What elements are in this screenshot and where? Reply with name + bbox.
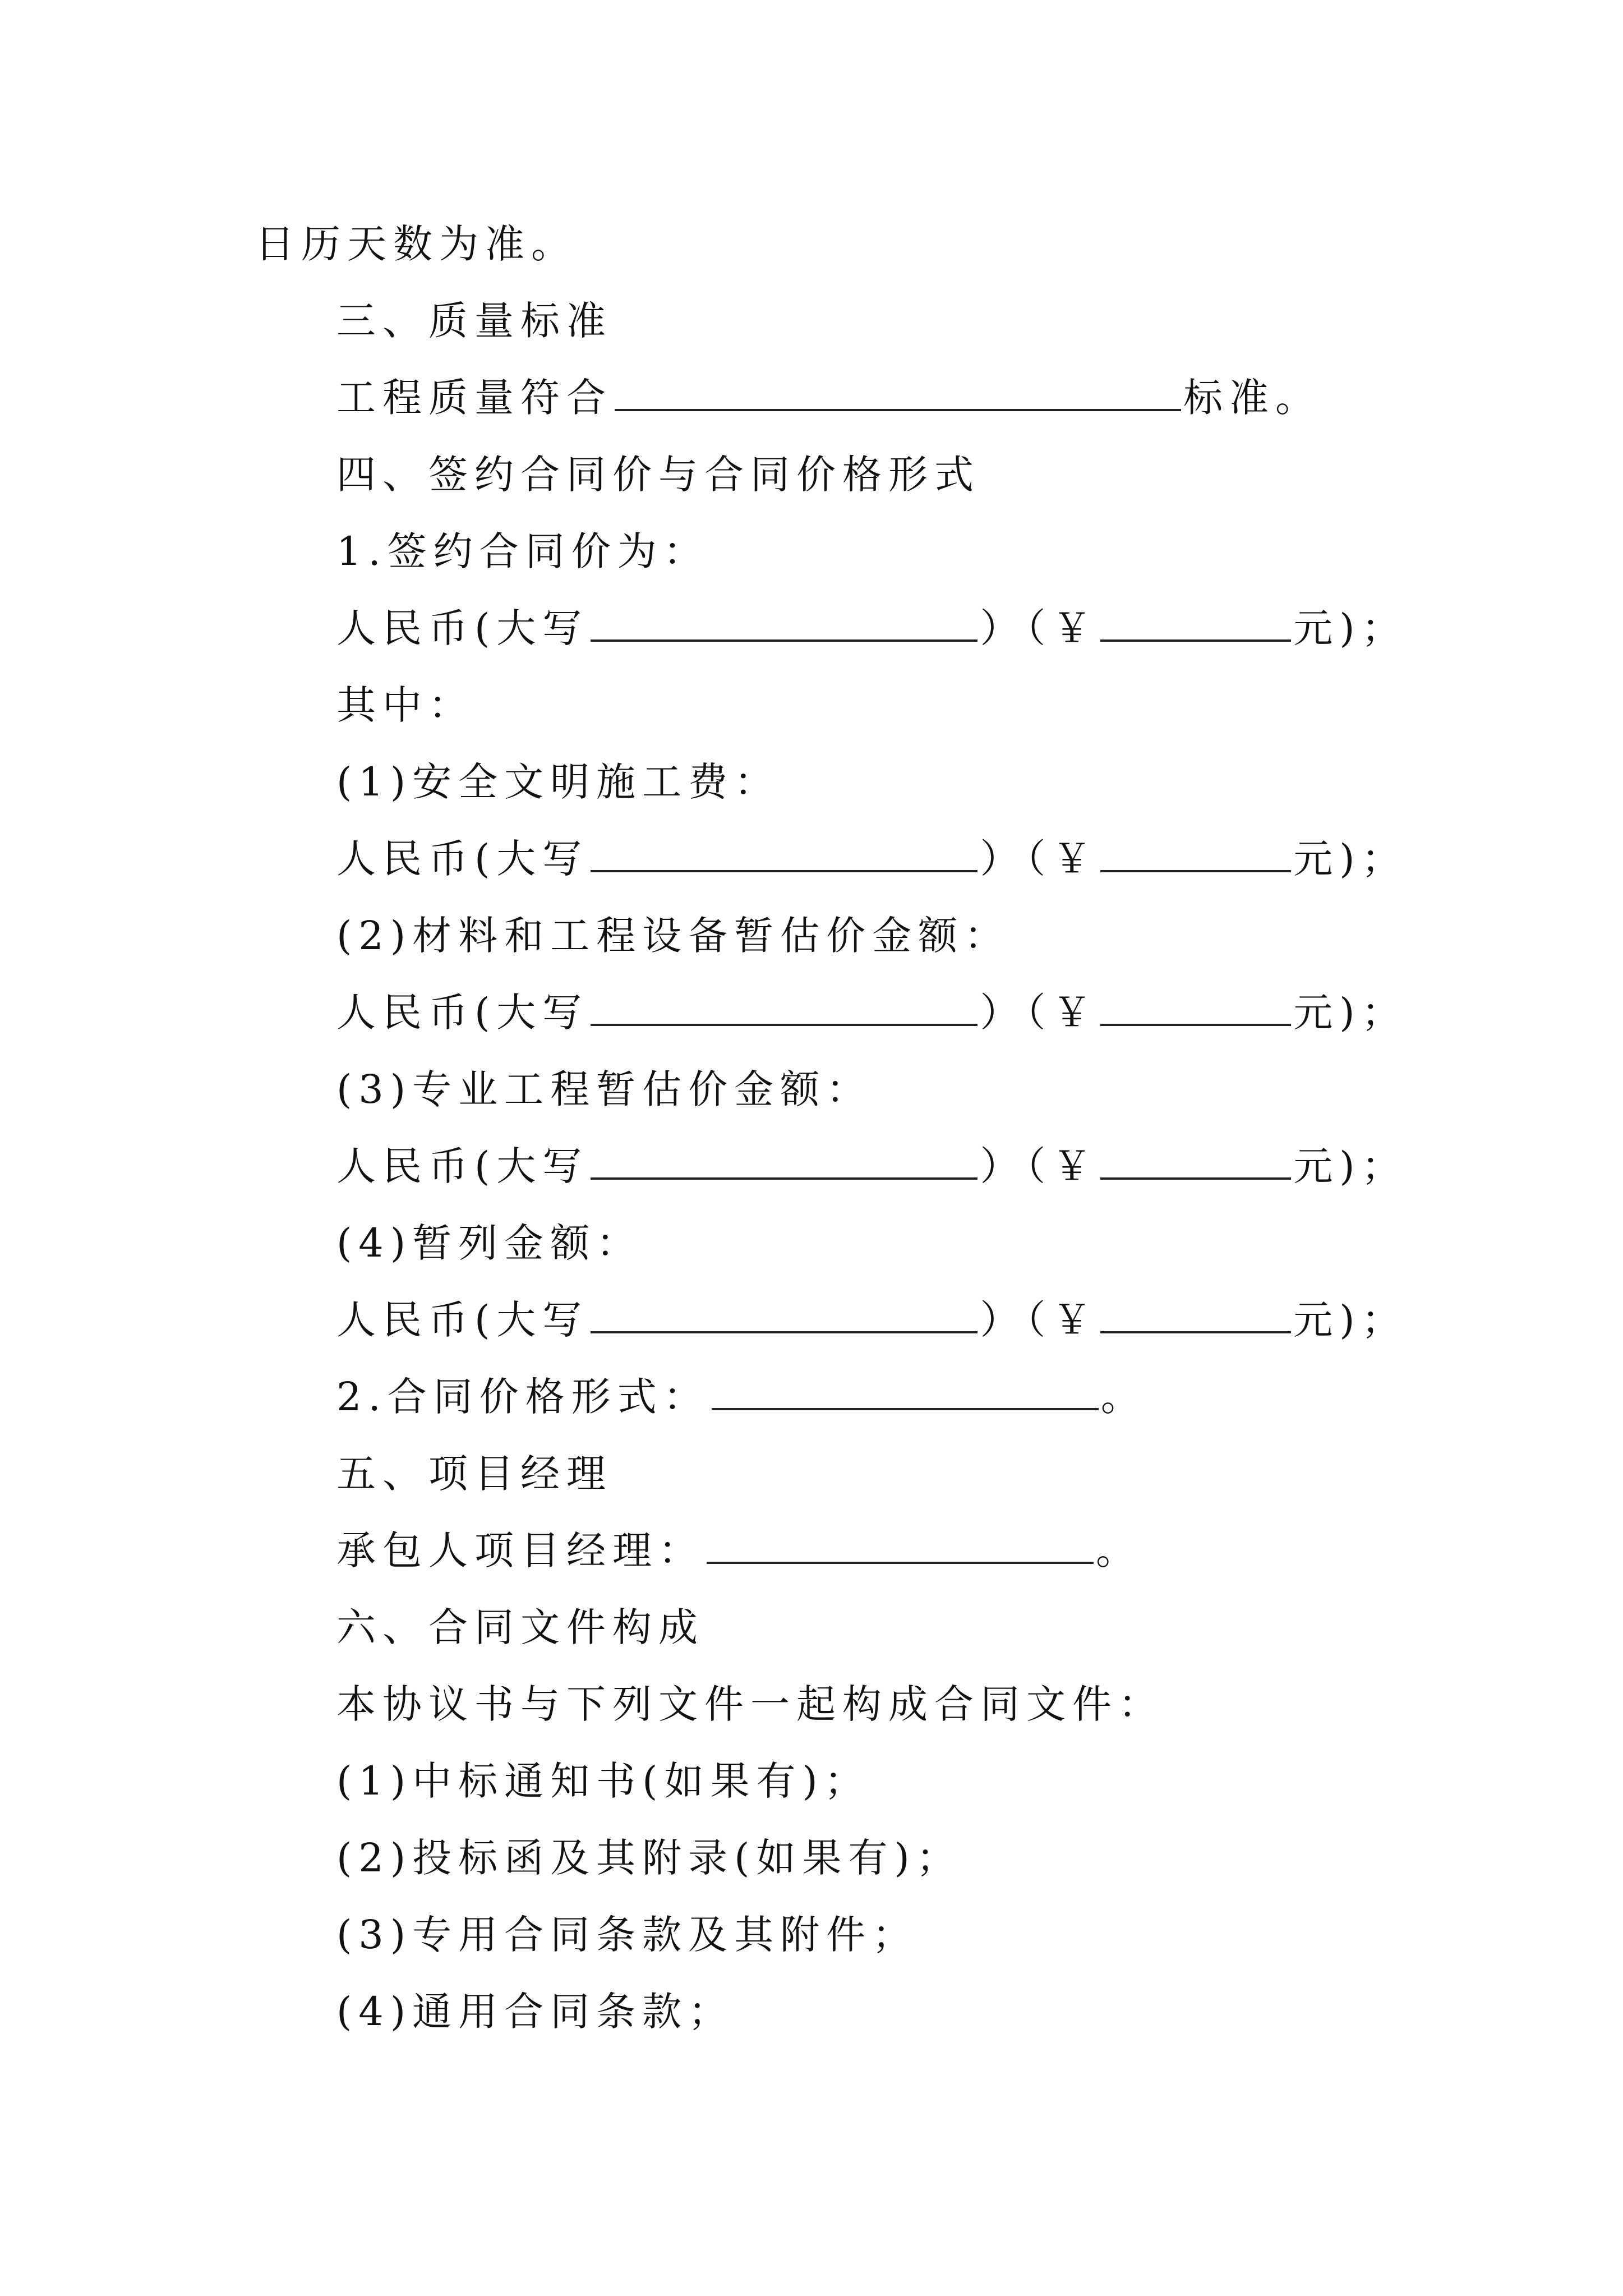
project-manager-line — [336, 1520, 1142, 1581]
line-text: (4)暂列金额： — [336, 1220, 643, 1266]
materials-estimate-label — [336, 905, 1010, 967]
safety-fee-amount-line — [336, 828, 1408, 890]
line-text-post: 元)； — [1293, 1143, 1408, 1189]
line-text: 五、项目经理 — [336, 1451, 612, 1497]
line-text-post: 元)； — [1293, 990, 1408, 1036]
provisional-sum-amount-line — [336, 1289, 1408, 1351]
line-text: (1)中标通知书(如果有)； — [336, 1758, 870, 1804]
contract-price-label — [336, 521, 709, 582]
document-item-4 — [336, 1981, 734, 2042]
line-text-pre: 人民币(大写 — [336, 990, 589, 1036]
contract-documents-intro — [336, 1673, 1164, 1735]
materials-estimate-amount-line — [336, 982, 1408, 1043]
line-text-pre: 人民币(大写 — [336, 1143, 589, 1189]
line-text: (3)专用合同条款及其附件； — [336, 1912, 919, 1958]
document-item-1 — [336, 1750, 870, 1812]
amount-words-blank[interactable] — [591, 1292, 978, 1333]
amount-figures-blank[interactable] — [1100, 600, 1291, 642]
line-text-pre: 承包人项目经理： — [336, 1527, 704, 1573]
document-item-3 — [336, 1904, 918, 1966]
amount-figures-blank[interactable] — [1100, 984, 1291, 1026]
amount-words-blank[interactable] — [591, 831, 978, 872]
provisional-sum-label — [336, 1212, 642, 1274]
amount-figures-blank[interactable] — [1100, 1292, 1291, 1333]
line-text: 日历天数为准。 — [255, 221, 577, 267]
text-line-1 — [255, 213, 577, 275]
quality-standard-line — [336, 367, 1321, 429]
heading-contract-documents — [336, 1596, 704, 1658]
line-text-pre: 工程质量符合 — [336, 375, 612, 421]
contract-price-amount-line — [336, 597, 1408, 659]
line-text: (2)材料和工程设备暂估价金额： — [336, 913, 1011, 959]
line-text-pre: 人民币(大写 — [336, 836, 589, 882]
line-text: (4)通用合同条款； — [336, 1989, 735, 2035]
line-text-pre: 人民币(大写 — [336, 605, 589, 651]
heading-project-manager — [336, 1443, 612, 1504]
amount-figures-blank[interactable] — [1100, 1138, 1291, 1180]
line-text: (2)投标函及其附录(如果有)； — [336, 1835, 962, 1881]
specialty-estimate-label — [336, 1059, 872, 1120]
line-text-mid: ）（￥ — [980, 605, 1099, 651]
line-text-pre: 人民币(大写 — [336, 1297, 589, 1343]
document-item-2 — [336, 1827, 962, 1889]
line-text: 六、合同文件构成 — [336, 1604, 704, 1650]
line-text: 本协议书与下列文件一起构成合同文件： — [336, 1681, 1164, 1727]
project-manager-blank[interactable] — [707, 1522, 1094, 1564]
line-text: 三、质量标准 — [336, 298, 612, 344]
amount-words-blank[interactable] — [591, 984, 978, 1026]
line-text-post: 元)； — [1293, 1297, 1408, 1343]
amount-words-blank[interactable] — [591, 600, 978, 642]
line-text-post: 。 — [1100, 1374, 1147, 1420]
line-text-pre: 2.合同价格形式： — [336, 1374, 709, 1420]
quality-standard-blank[interactable] — [615, 370, 1181, 411]
line-text-mid: ）（￥ — [980, 990, 1099, 1036]
line-text-mid: ）（￥ — [980, 1143, 1099, 1189]
amount-words-blank[interactable] — [591, 1138, 978, 1180]
line-text-post: 元)； — [1293, 605, 1408, 651]
safety-fee-label — [336, 751, 780, 813]
amount-figures-blank[interactable] — [1100, 831, 1291, 872]
among-which-label — [336, 674, 474, 736]
line-text: (3)专业工程暂估价金额： — [336, 1066, 873, 1112]
line-text-mid: ）（￥ — [980, 1297, 1099, 1343]
line-text-post: 元)； — [1293, 836, 1408, 882]
price-form-blank[interactable] — [712, 1369, 1099, 1410]
specialty-estimate-amount-line — [336, 1135, 1408, 1197]
line-text: 1.签约合同价为： — [336, 528, 709, 574]
line-text-mid: ）（￥ — [980, 836, 1099, 882]
line-text: 其中： — [336, 682, 474, 728]
line-text: 四、签约合同价与合同价格形式 — [336, 452, 980, 498]
line-text: (1)安全文明施工费： — [336, 759, 781, 805]
line-text-post: 。 — [1096, 1527, 1142, 1573]
heading-contract-price — [336, 444, 980, 505]
heading-quality-standard — [336, 290, 612, 352]
price-form-line — [336, 1366, 1147, 1428]
line-text-post: 标准。 — [1183, 375, 1321, 421]
